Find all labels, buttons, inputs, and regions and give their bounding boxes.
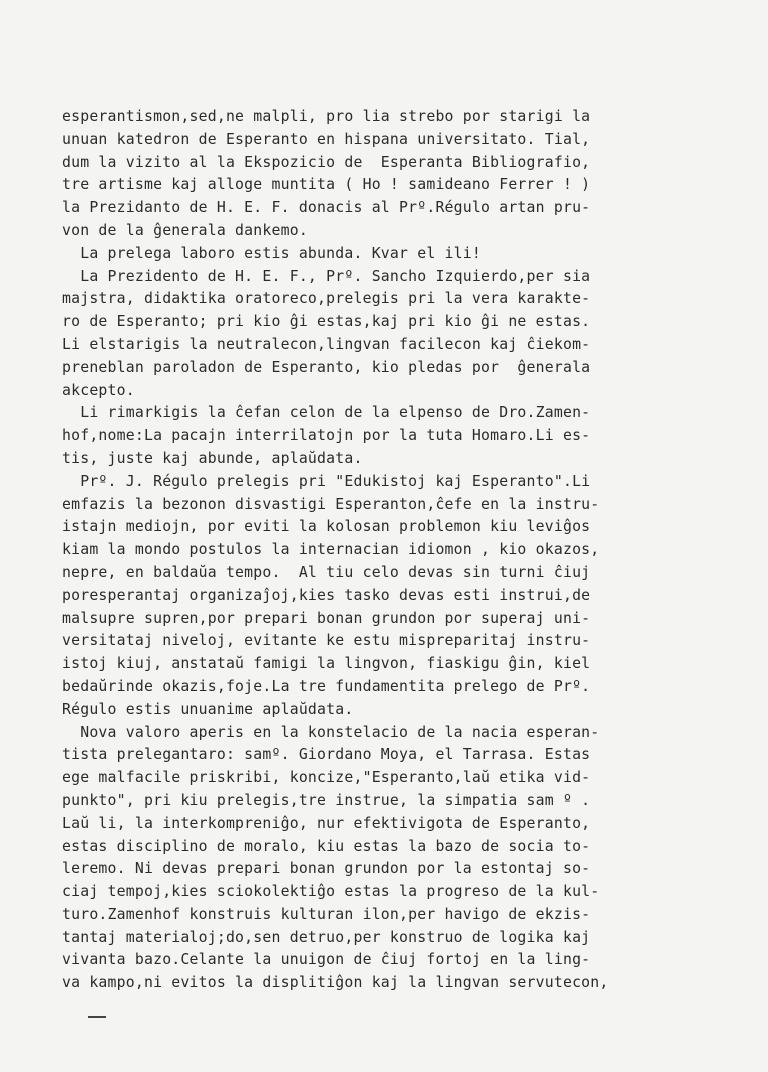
text-line: estas disciplino de moralo, kiu estas la bazo de socia to- [62, 837, 591, 855]
text-line: emfazis la bezonon disvastigi Esperanton,ĉefe en la instru- [62, 495, 600, 513]
text-line: leremo. Ni devas prepari bonan grundon por la estontaj so- [62, 860, 591, 878]
text-line: dum la vizito al la Ekspozicio de Esperanta Bibliografio, [62, 153, 591, 171]
text-line: bedaŭrinde okazis,foje.La tre fundamentita prelego de Prº. [62, 677, 591, 695]
text-line: turo.Zamenhof konstruis kulturan ilon,per havigo de ekzis- [62, 905, 591, 923]
text-line: punkto", pri kiu prelegis,tre instrue, la simpatia sam º . [62, 791, 591, 809]
text-line: malsupre supren,por prepari bonan grundon por superaj uni- [62, 609, 591, 627]
text-line: esperantismon,sed,ne malpli, pro lia strebo por starigi la [62, 108, 591, 125]
text-line: versitataj niveloj, evitante ke estu mispreparitaj instru- [62, 632, 591, 650]
text-line: ro de Esperanto; pri kio ĝi estas,kaj pri kio ĝi ne estas. [62, 313, 591, 331]
text-line: Nova valoro aperis en la konstelacio de la nacia esperan- [62, 723, 600, 741]
text-line: la Prezidanto de H. E. F. donacis al Prº.Régulo artan pru- [62, 199, 591, 217]
text-line: Régulo estis unuanime aplaŭdata. [62, 700, 354, 718]
text-line: Li elstarigis la neutralecon,lingvan facilecon kaj ĉiekom- [62, 335, 591, 353]
text-line: Prº. J. Régulo prelegis pri "Edukistoj kaj Esperanto".Li [62, 472, 591, 490]
text-line: tista prelegantaro: samº. Giordano Moya, el Tarrasa. Estas [62, 746, 591, 764]
text-line: kiam la mondo postulos la internacian idiomon , kio okazos, [62, 541, 600, 559]
text-line: tis, juste kaj abunde, aplaŭdata. [62, 449, 363, 467]
text-line: nepre, en baldaŭa tempo. Al tiu celo devas sin turni ĉiuj [62, 563, 591, 581]
text-line: tre artisme kaj alloge muntita ( Ho ! samideano Ferrer ! ) [62, 176, 591, 194]
footer-dash [88, 1016, 106, 1018]
text-line: Laŭ li, la interkompreniĝo, nur efektivigota de Esperanto, [62, 814, 591, 832]
text-line: von de la ĝenerala dankemo. [62, 221, 308, 239]
text-line: La Prezidento de H. E. F., Prº. Sancho Izquierdo,per sia [62, 267, 591, 285]
text-line: istoj kiuj, anstataŭ famigi la lingvon, fiaskigu ĝin, kiel [62, 655, 591, 673]
text-line: tantaj materialoj;do,sen detruo,per konstruo de logika kaj [62, 928, 591, 946]
text-line: va kampo,ni evitos la displitiĝon kaj la lingvan servutecon, [62, 974, 609, 992]
text-line: Li rimarkigis la ĉefan celon de la elpenso de Dro.Zamen- [62, 404, 591, 422]
text-line: unuan katedron de Esperanto en hispana universitato. Tial, [62, 130, 591, 148]
text-line: poresperantaj organizaĵoj,kies tasko devas esti instrui,de [62, 586, 591, 604]
text-line: ege malfacile priskribi, koncize,"Esperanto,laŭ etika vid- [62, 769, 591, 787]
body-text [62, 106, 752, 995]
text-line: istajn mediojn, por eviti la kolosan problemon kiu leviĝos [62, 518, 591, 536]
text-line: vivanta bazo.Celante la unuigon de ĉiuj fortoj en la ling- [62, 951, 591, 969]
text-line: ciaj tempoj,kies sciokolektiĝo estas la progreso de la kul- [62, 883, 600, 901]
text-line: La prelega laboro estis abunda. Kvar el ili! [62, 244, 481, 262]
text-line: hof,nome:La pacajn interrilatojn por la tuta Homaro.Li es- [62, 427, 591, 445]
text-line: majstra, didaktika oratoreco,prelegis pri la vera karakte- [62, 290, 591, 308]
text-line: akcepto. [62, 381, 135, 399]
text-line: preneblan paroladon de Esperanto, kio pledas por ĝenerala [62, 358, 591, 376]
